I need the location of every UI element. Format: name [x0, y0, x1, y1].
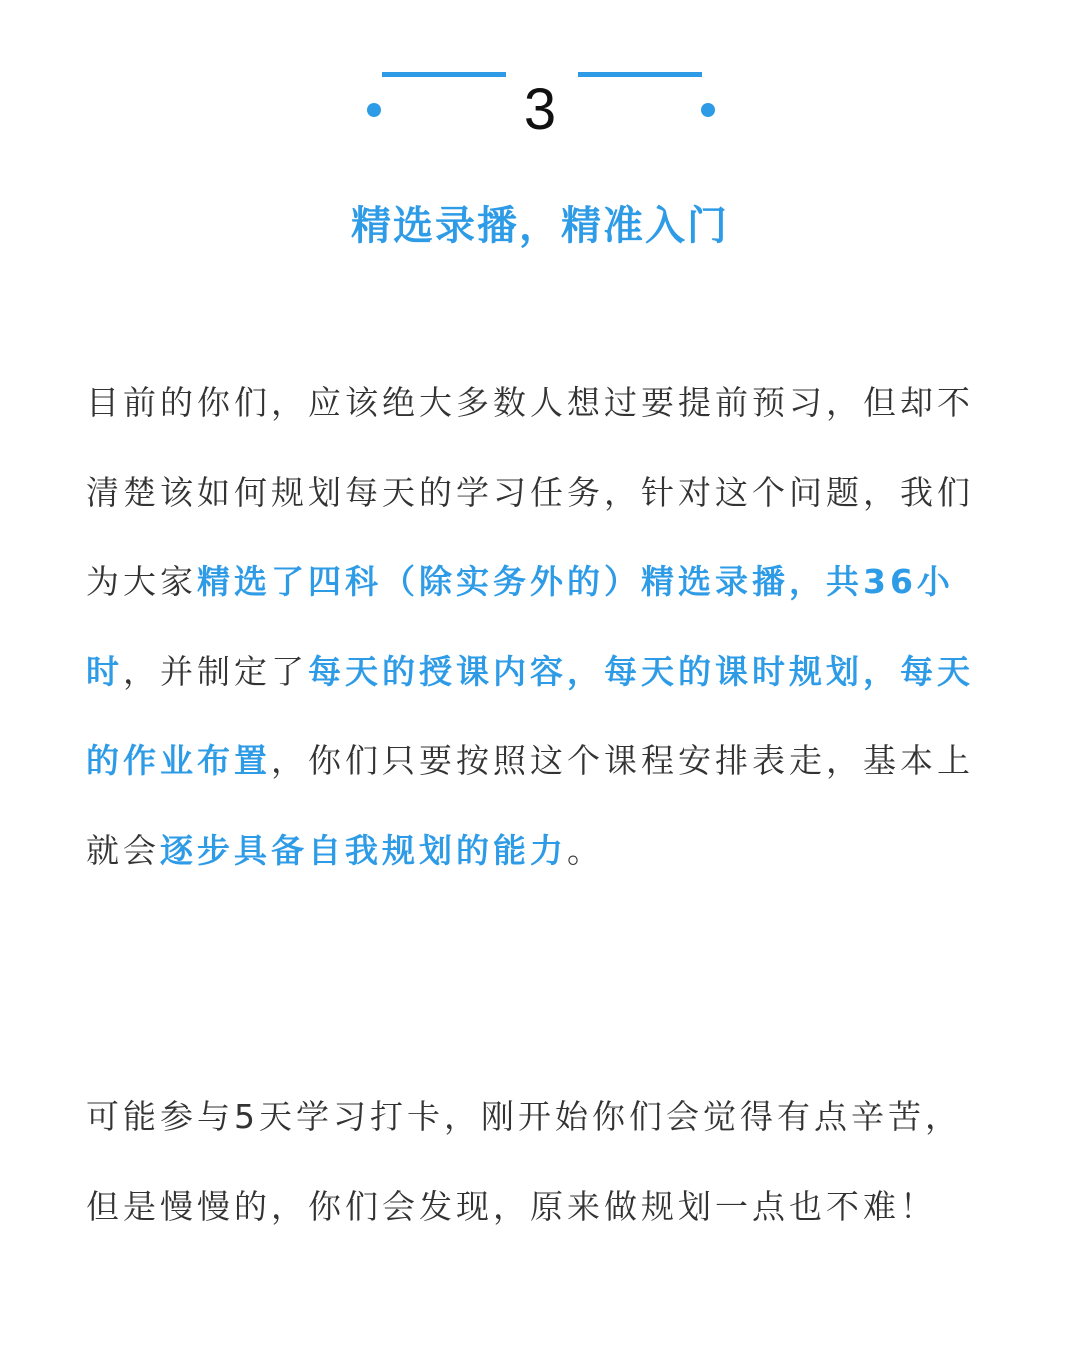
paragraph-intro-text-3: ，你们只要按照这个课程安排表走，基本上就会 [86, 741, 974, 870]
section-title: 精选录播，精准入门 [351, 203, 729, 249]
paragraph-intro-text-1: 目前的你们，应该绝大多数人想过要提前预习，但却不清楚该如何规划每天的学习任务，针对这个问题，我们为大家 [86, 383, 974, 602]
header-rule-left [382, 72, 506, 77]
highlight-self-planning: 逐步具备自我规划的能力 [160, 830, 567, 870]
paragraph-intro-text-2: ，并制定了 [123, 651, 308, 691]
header-dot-left [367, 103, 381, 117]
header-rule-right [578, 72, 702, 77]
section-header [0, 0, 1080, 160]
header-dot-right [701, 103, 715, 117]
highlight-selected-recordings: 精选了四科（除实务外的）精选录播，共36小时 [86, 562, 954, 691]
paragraph-intro [86, 358, 996, 896]
paragraph-intro-text-4: 。 [567, 830, 604, 870]
highlight-daily-plan: 每天的授课内容，每天的课时规划，每天的作业布置 [86, 651, 974, 781]
section-number: 3 [523, 77, 557, 142]
paragraph-checkin: 可能参与5天学习打卡，刚开始你们会觉得有点辛苦，但是慢慢的，你们会发现，原来做规划一点也不难！ [86, 1097, 962, 1226]
